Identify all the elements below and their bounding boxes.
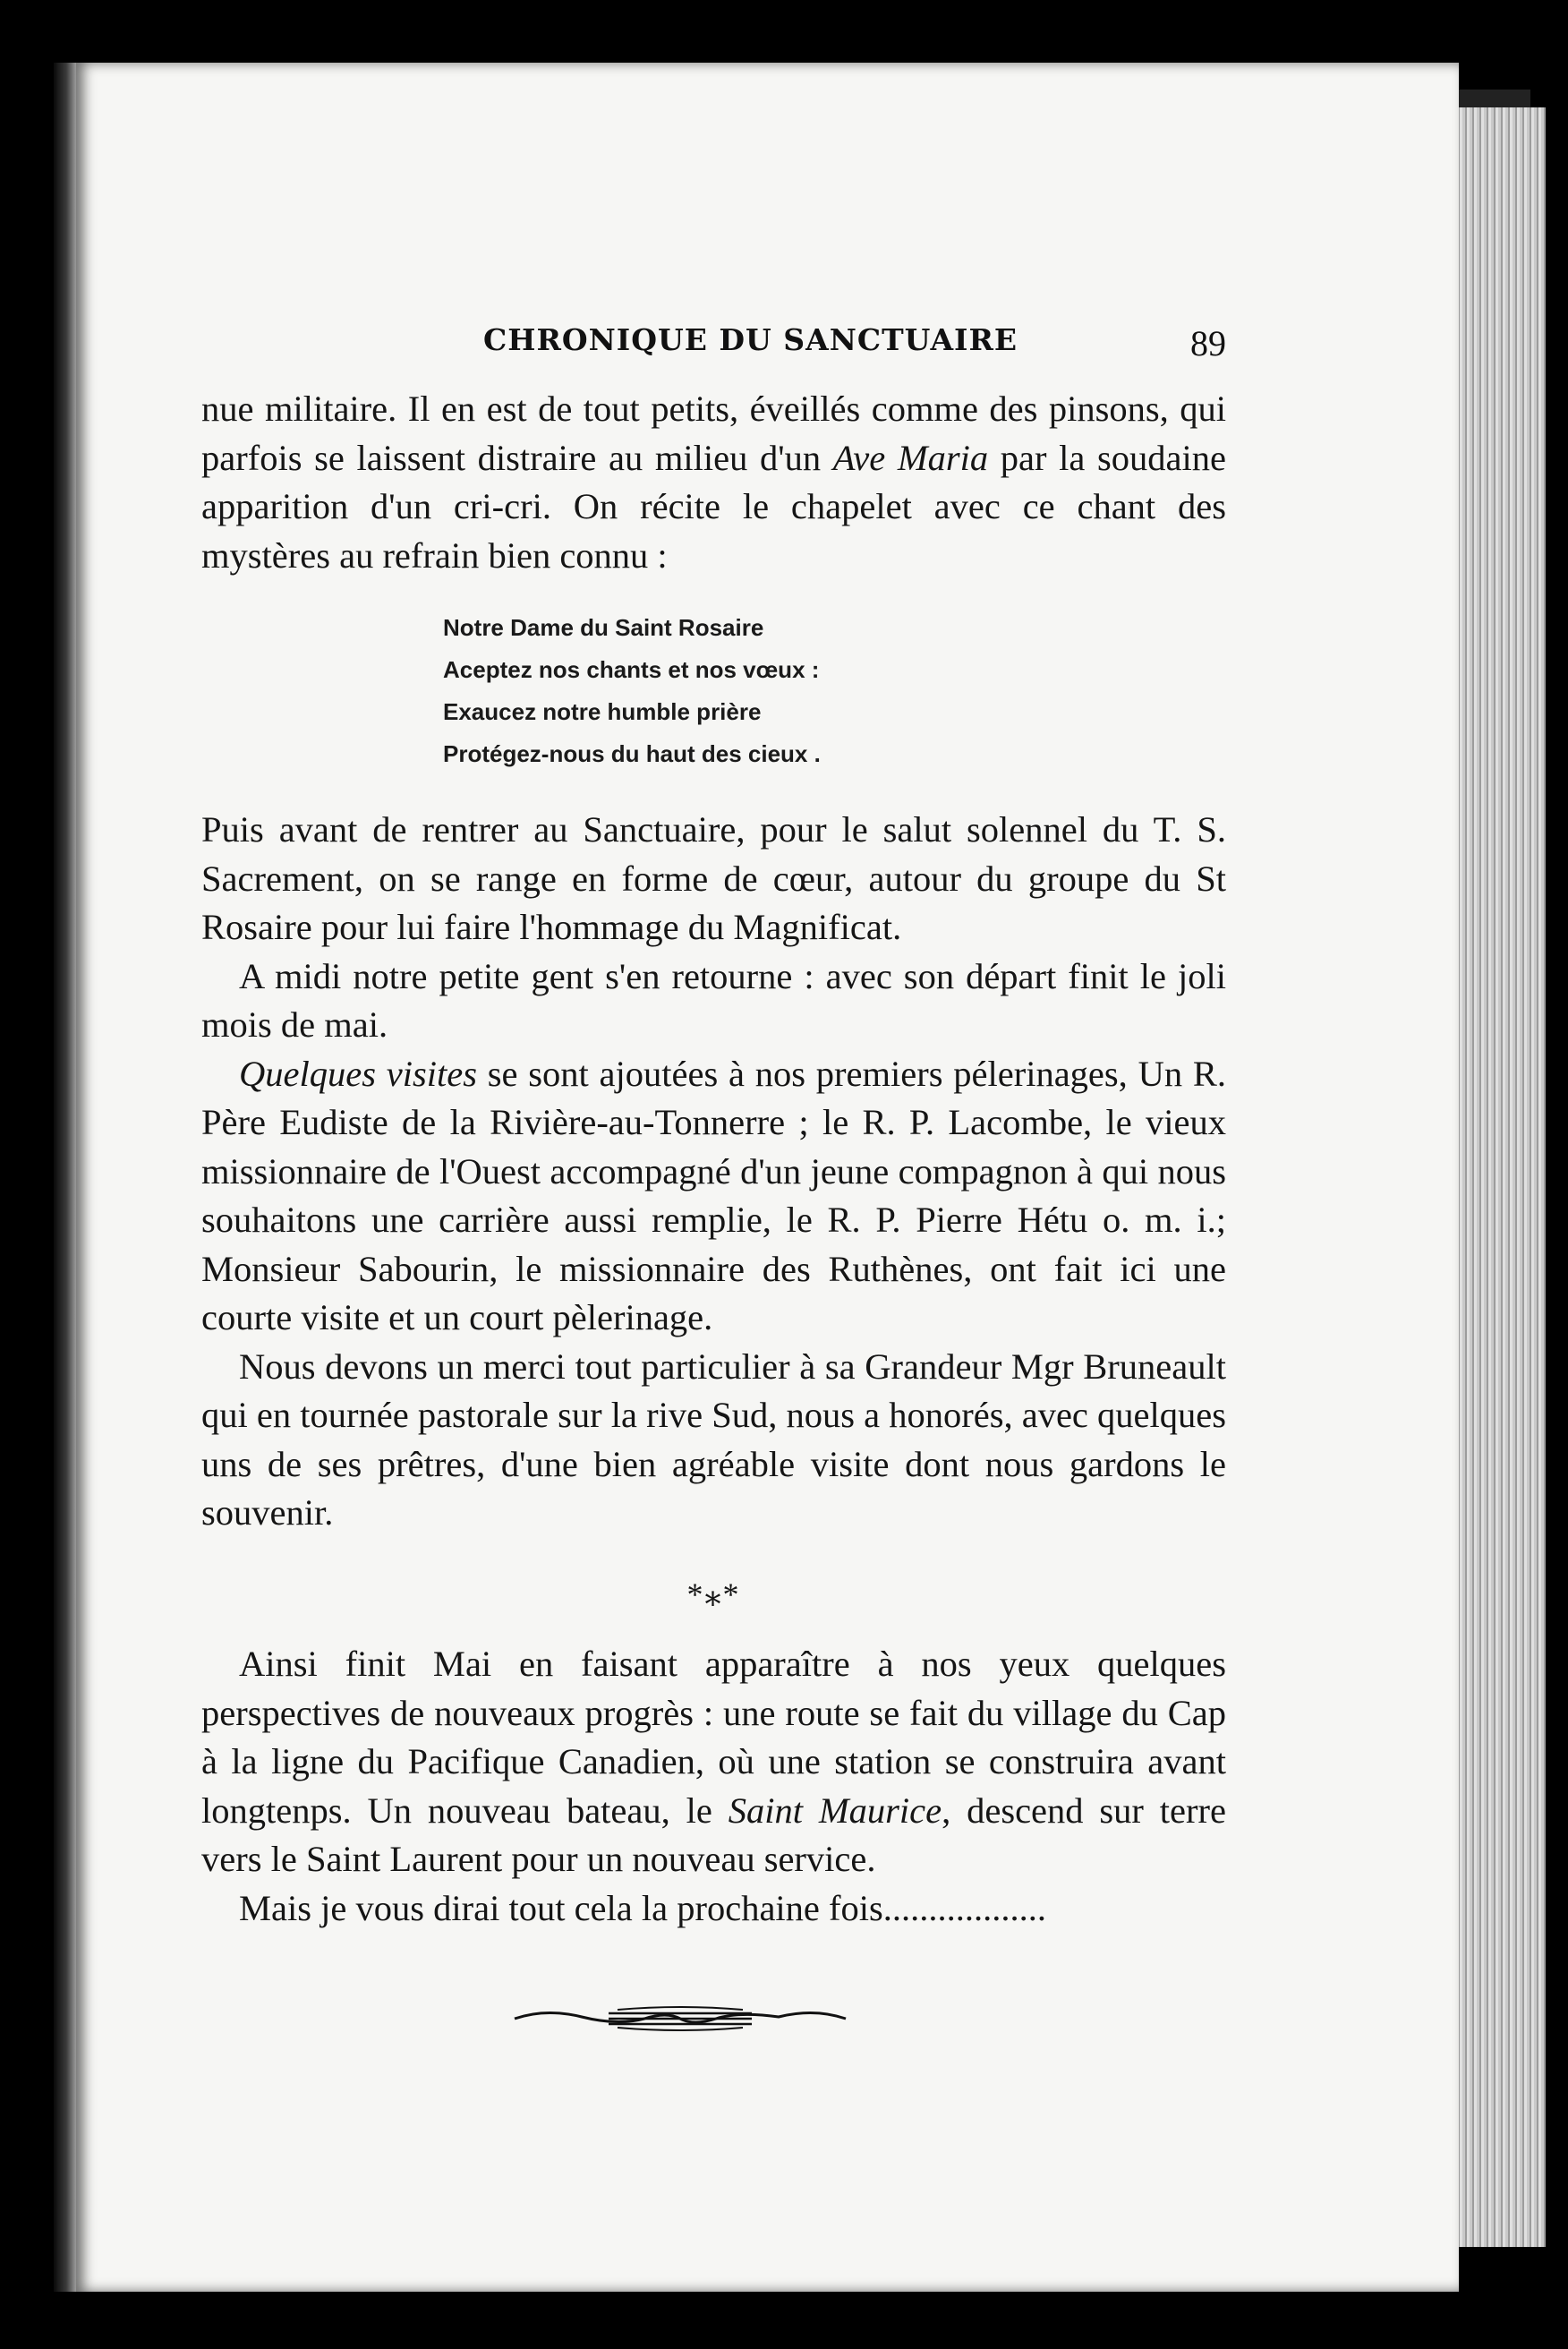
paragraph-5: Nous devons un merci tout particulier à sa Grandeur Mgr Bruneault qui en tournée pastorale sur la rive Sud, nous a honorés, avec quelques uns de ses prêtres, d'une bien agréable visite dont nous gardons le souvenir. xyxy=(201,1345,1226,1533)
paragraph-6-text-end: , descend sur terre vers le Saint Laurent pour un nouveau service. xyxy=(201,1790,1226,1879)
saint-maurice-italic: Saint Maurice xyxy=(728,1790,942,1831)
page-body xyxy=(201,385,1226,1933)
verse-line-1: Notre Dame du Saint Rosaire xyxy=(443,614,764,641)
page-number: 89 xyxy=(1190,323,1226,363)
paragraph-6-text: Ainsi finit Mai en faisant apparaître à nos yeux quelques perspectives de nouveaux progrès : une route se fait du village du Cap à la ligne du Pacifique Canadien, où une station se construira avant longtenps. Un nouveau bateau, le xyxy=(201,1644,1226,1831)
paragraph-1-text-end: par la soudaine apparition d'un cri-cri. On récite le chapelet avec ce chant des mystères au refrain bien connu : xyxy=(201,437,1226,576)
paragraph-4 xyxy=(201,1050,1226,1343)
paragraph-7: Mais je vous dirai tout cela la prochaine fois.................. xyxy=(239,1887,1047,1928)
verse-line-4: Protégez-nous du haut des cieux . xyxy=(443,740,821,767)
quelques-visites-italic: Quelques visites xyxy=(239,1053,477,1094)
running-title: CHRONIQUE DU SANCTUAIRE xyxy=(483,322,1018,357)
ave-maria-italic: Ave Maria xyxy=(832,437,989,478)
verse-line-3: Exaucez notre humble prière xyxy=(443,698,762,725)
paragraph-2: Puis avant de rentrer au Sanctuaire, pour le salut solennel du T. S. Sacrement, on se range en forme de cœur, autour du groupe du St Rosaire pour lui faire l'hommage du Magnificat. xyxy=(201,809,1226,947)
paragraph-3: A midi notre petite gent s'en retourne : avec son départ finit le joli mois de mai. xyxy=(201,955,1226,1045)
paragraph-6 xyxy=(201,1640,1226,1884)
book-spine xyxy=(54,63,79,2292)
verse-line-2: Aceptez nos chants et nos vœux : xyxy=(443,656,820,683)
paragraph-1 xyxy=(201,385,1226,580)
hymn-verse xyxy=(443,607,1226,775)
section-asterism: *⁎* xyxy=(686,1576,741,1612)
paragraph-1-text: nue militaire. Il en est de tout petits, éveillés comme des pinsons, qui parfois se laissent distraire au milieu d'un xyxy=(201,389,1226,478)
paragraph-4-text: se sont ajoutées à nos premiers pélerinages, Un R. Père Eudiste de la Rivière-au-Tonnerre ; le R. P. Lacombe, le vieux missionnaire de l'Ouest accompagné d'un jeune compagnon à qui nous souhaitons une carrière aussi remplie, le R. P. Pierre Hétu o. m. i.; Monsieur Sabourin, le missionnaire des Ruthènes, ont fait ici une courte visite et un court pèlerinage. xyxy=(201,1053,1226,1337)
page-header xyxy=(483,322,1226,367)
wave-divider-icon xyxy=(510,2001,850,2037)
